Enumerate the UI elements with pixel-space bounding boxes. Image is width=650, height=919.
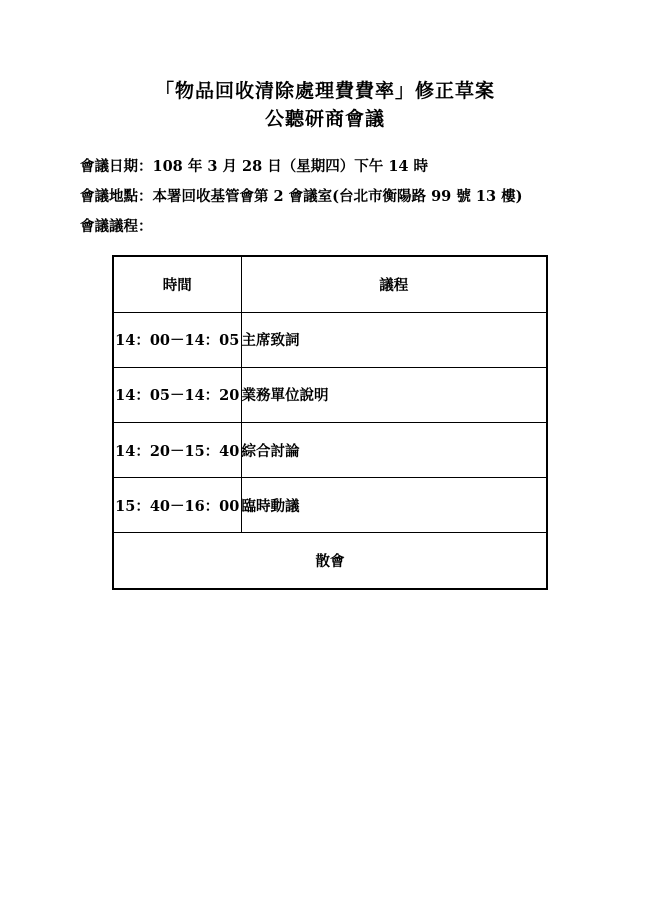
agenda-time: 14：05－14：20 [113, 367, 241, 422]
table-row [113, 422, 547, 477]
table-row [113, 312, 547, 367]
agenda-closing-row [113, 533, 547, 589]
document-subtitle: 公聽研商會議 [264, 108, 385, 130]
meeting-place-value: 本署回收基管會第 2 會議室(台北市衡陽路 99 號 13 樓) [152, 188, 523, 205]
table-row [113, 367, 547, 422]
agenda-time: 15：40－16：00 [113, 478, 241, 533]
meeting-place [80, 185, 522, 206]
agenda-label: 會議議程： [80, 218, 153, 235]
agenda-time: 14：00－14：05 [113, 312, 241, 367]
agenda-table [112, 255, 548, 590]
meeting-date [80, 155, 428, 176]
document-title: 「物品回收清除處理費費率」修正草案 [154, 80, 495, 102]
meeting-date-label: 會議日期： [80, 158, 153, 175]
agenda-header-item: 議程 [241, 256, 547, 312]
agenda-closing: 散會 [113, 533, 547, 589]
agenda-item: 臨時動議 [241, 478, 547, 533]
agenda-header-row [113, 256, 547, 312]
agenda-item: 綜合討論 [241, 422, 547, 477]
agenda-time: 14：20－15：40 [113, 422, 241, 477]
agenda-item: 業務單位說明 [241, 367, 547, 422]
table-row [113, 478, 547, 533]
meeting-date-value: 108 年 3 月 28 日（星期四）下午 14 時 [152, 158, 429, 175]
meeting-place-label: 會議地點： [80, 188, 153, 205]
agenda-header-time: 時間 [113, 256, 241, 312]
agenda-item: 主席致詞 [241, 312, 547, 367]
